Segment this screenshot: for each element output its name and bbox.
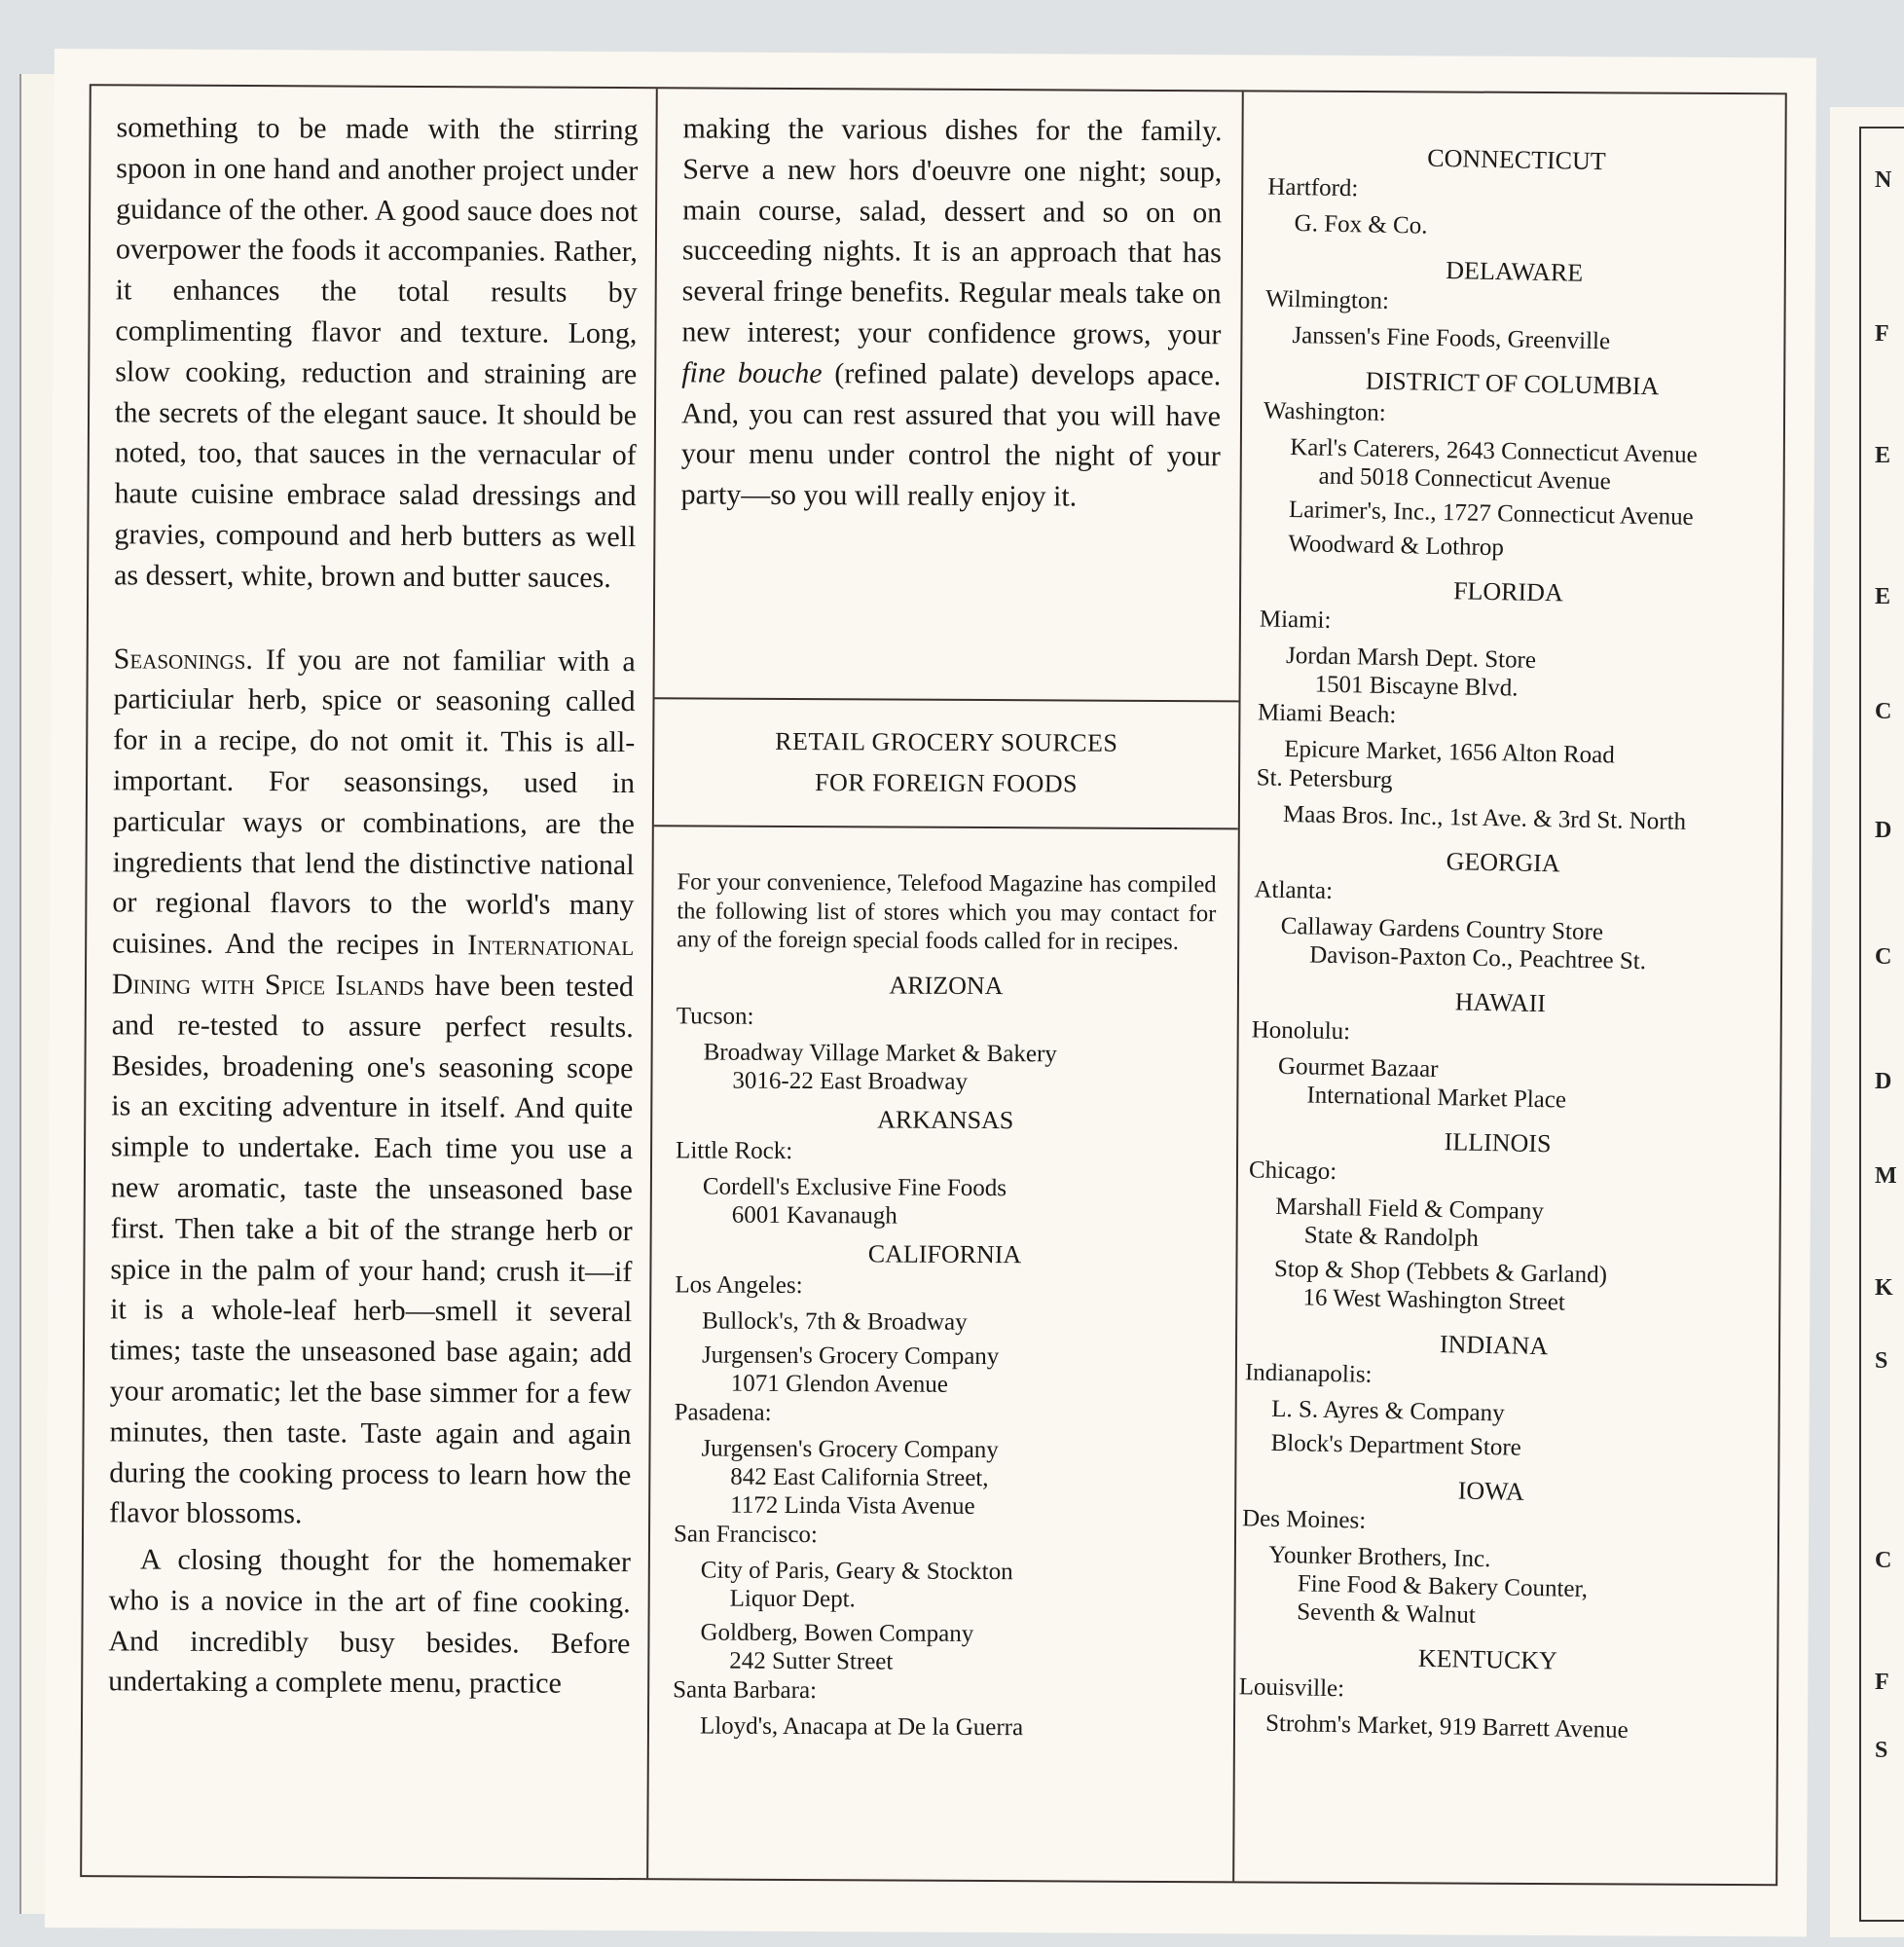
right-column: [1234, 92, 1785, 1884]
seasonings-text-a: If you are not familiar with a particiular herb, spice or seasoning called for in a recipe, do not omit it. This is all-important. For seasonsings, used in particular ways or combinations, are the ingredients that lend the distinctive national or regional flavors to the world's many cuisines. And the recipes in: [112, 643, 636, 962]
store-address: 242 Sutter Street: [729, 1647, 894, 1675]
state-heading: CALIFORNIA: [867, 1238, 1022, 1268]
state-section: [1261, 362, 1761, 567]
state-heading: ILLINOIS: [1444, 1127, 1552, 1158]
state-heading: INDIANA: [1439, 1330, 1549, 1361]
store-address: 3016-22 East Broadway: [732, 1067, 969, 1095]
store-address: Fine Food & Bakery Counter,: [1297, 1570, 1589, 1603]
practice-paragraph: [680, 108, 1222, 518]
city-label: Los Angeles:: [675, 1270, 803, 1299]
section-header-box: [654, 697, 1239, 829]
state-section: [673, 1236, 1215, 1743]
store-name: Jurgensen's Grocery Company: [701, 1341, 1000, 1370]
store-address: and 5018 Connecticut Avenue: [1318, 462, 1612, 496]
store-name: Strohm's Market, 919 Barrett Avenue: [1264, 1709, 1629, 1744]
store-name: Jordan Marsh Dept. Store: [1285, 642, 1537, 674]
state-heading: ARIZONA: [889, 971, 1004, 1000]
state-section: [1238, 1638, 1737, 1746]
fine-bouche-italic: fine bouche: [681, 356, 823, 389]
store-address: 16 West Washington Street: [1302, 1284, 1566, 1316]
city-label: Chicago:: [1248, 1157, 1337, 1186]
seasonings-heading: Seasonings.: [113, 642, 254, 676]
store-address: 1501 Biscayne Blvd.: [1314, 671, 1519, 702]
seasonings-text-b: have been tested and re-tested to assure perfect results. Besides, broadening one's seasoning scope is an exciting adventure in itself. And quite simple to undertake. Each time you use a new aromatic, taste the unseasoned base first. Then take a bit of the strange herb or spice in the palm of your hand; crush it—if it is a whole-leaf herb—smell it several times; taste the unseasoned base again; add your aromatic; let the base simmer for a few minutes, then taste. Taste again and again during the cooking process to learn how the flavor blossoms.: [109, 969, 635, 1530]
left-column: [82, 86, 658, 1878]
city-label: Washington:: [1263, 397, 1386, 426]
city-label: Miami:: [1259, 606, 1332, 634]
store-address: Davison-Paxton Co., Peachtree St.: [1308, 941, 1647, 975]
state-section: [1250, 981, 1748, 1118]
state-heading: IOWA: [1457, 1476, 1524, 1506]
seasonings-paragraph: [109, 639, 636, 1536]
store-name: Block's Department Store: [1270, 1429, 1522, 1461]
state-section: [1243, 1324, 1742, 1466]
state-section: [1240, 1470, 1739, 1635]
edge-letter: S: [1875, 1348, 1888, 1374]
edge-letter: E: [1875, 443, 1891, 468]
store-name: Jurgensen's Grocery Company: [701, 1434, 999, 1463]
store-name: Woodward & Lothrop: [1288, 530, 1505, 562]
store-name: Cordell's Exclusive Fine Foods: [702, 1173, 1007, 1201]
store-address: 842 East California Street,: [730, 1463, 989, 1491]
city-label: Little Rock:: [676, 1136, 793, 1164]
edge-letter: N: [1875, 167, 1892, 193]
middle-column: [648, 89, 1244, 1881]
state-section: [676, 968, 1216, 1097]
listing-intro: For your convenience, Telefood Magazine has compiled the following list of stores which you may contact for any of the foreign special foods called for in recipes.: [677, 868, 1217, 956]
store-name: Gourmet Bazaar: [1277, 1052, 1439, 1084]
state-section: [1246, 1121, 1746, 1320]
state-heading: HAWAII: [1454, 987, 1547, 1018]
state-heading: DELAWARE: [1446, 256, 1584, 287]
city-label: Louisville:: [1238, 1673, 1345, 1703]
edge-letter: C: [1875, 699, 1892, 724]
edge-letter: K: [1875, 1275, 1893, 1301]
section-title-line2: FOR FOREIGN FOODS: [814, 768, 1079, 798]
edge-letter: F: [1875, 321, 1889, 347]
edge-letter: F: [1875, 1670, 1889, 1695]
middle-column-text: [655, 89, 1241, 518]
store-name: G. Fox & Co.: [1294, 210, 1428, 239]
store-address: 6001 Kavanaugh: [731, 1201, 897, 1230]
booklet-page: [45, 49, 1816, 1936]
city-label: San Francisco:: [673, 1520, 818, 1548]
edge-letter: E: [1875, 584, 1891, 609]
section-title-line1: RETAIL GROCERY SOURCES: [775, 726, 1118, 757]
store-name: Maas Bros. Inc., 1st Ave. & 3rd St. North: [1282, 800, 1687, 835]
store-name: Younker Brothers, Inc.: [1268, 1541, 1491, 1573]
city-label: Pasadena:: [674, 1398, 772, 1426]
store-listing-right: [1238, 126, 1766, 1746]
edge-letter: C: [1875, 1548, 1892, 1573]
next-page: [1830, 107, 1904, 1937]
store-address: 1071 Glendon Avenue: [730, 1370, 949, 1398]
store-name: Bullock's, 7th & Broadway: [702, 1307, 968, 1336]
state-section: [1266, 139, 1765, 247]
city-label: St. Petersburg: [1256, 764, 1393, 794]
edge-letter: S: [1875, 1738, 1888, 1763]
city-label: Des Moines:: [1241, 1505, 1367, 1534]
store-name: L. S. Ayres & Company: [1271, 1395, 1505, 1427]
page-frame: [80, 84, 1787, 1886]
practice-text-a: making the various dishes for the family. Serve a new hors d'oeuvre one night; soup, main course, salad, dessert and so on on succeeding nights. It is an approach that has several fringe benefits. Regular meals take on new interest; your confidence grows, your: [681, 112, 1223, 351]
store-name: Larimer's, Inc., 1727 Connecticut Avenue: [1288, 496, 1694, 531]
store-address: State & Randolph: [1303, 1222, 1480, 1252]
store-name: Karl's Caterers, 2643 Connecticut Avenue: [1289, 434, 1698, 469]
state-section: [1253, 841, 1751, 977]
city-label: Santa Barbara:: [673, 1675, 818, 1704]
edge-letter: M: [1875, 1163, 1897, 1189]
store-listing-middle: [673, 867, 1217, 1742]
edge-letter: C: [1875, 944, 1892, 970]
book-title: International Dining with Spice Islands: [111, 929, 635, 1002]
store-name: Lloyd's, Anacapa at De la Guerra: [699, 1711, 1024, 1741]
city-label: Indianapolis:: [1244, 1359, 1373, 1388]
edge-letter: D: [1875, 1069, 1892, 1094]
city-label: Miami Beach:: [1257, 699, 1397, 729]
state-heading: FLORIDA: [1452, 576, 1564, 607]
store-address: 1172 Linda Vista Avenue: [730, 1491, 975, 1520]
city-label: Wilmington:: [1264, 285, 1390, 314]
state-heading: DISTRICT OF COLUMBIA: [1365, 366, 1660, 401]
state-heading: CONNECTICUT: [1426, 143, 1606, 176]
store-name: Epicure Market, 1656 Alton Road: [1284, 735, 1616, 769]
store-name: Broadway Village Market & Bakery: [703, 1039, 1057, 1067]
state-heading: ARKANSAS: [877, 1104, 1014, 1134]
city-label: Tucson:: [676, 1002, 754, 1030]
store-address: Seventh & Walnut: [1297, 1598, 1477, 1629]
store-name: Marshall Field & Company: [1275, 1193, 1545, 1226]
state-section: [676, 1102, 1216, 1231]
store-address: International Market Place: [1306, 1082, 1567, 1114]
city-label: Honolulu:: [1251, 1016, 1351, 1046]
store-name: Callaway Gardens Country Store: [1280, 912, 1604, 946]
city-label: Hartford:: [1267, 173, 1359, 202]
state-section: [1256, 570, 1757, 837]
store-name: City of Paris, Geary & Stockton: [700, 1556, 1013, 1585]
left-column-text: [83, 86, 656, 1705]
store-name: Janssen's Fine Foods, Greenville: [1292, 322, 1611, 355]
state-section: [1264, 251, 1763, 359]
closing-paragraph: A closing thought for the homemaker who is a novice in the art of fine cooking. And incredibly busy besides. Before undertaking a complete menu, practice: [108, 1543, 631, 1701]
practice-text-b: (refined palate) develops apace. And, you can rest assured that you will have your menu under control the night of your party—so you will really enjoy it.: [680, 356, 1222, 513]
state-heading: GEORGIA: [1446, 847, 1560, 878]
store-name: Stop & Shop (Tebbets & Garland): [1273, 1255, 1608, 1289]
city-label: Atlanta:: [1254, 876, 1334, 904]
store-address: Liquor Dept.: [729, 1585, 856, 1612]
state-heading: KENTUCKY: [1417, 1643, 1558, 1675]
sauce-paragraph: something to be made with the stirring spoon in one hand and another project under guidance of the other. A good sauce does not overpower the foods it accompanies. Rather, it enhances the total results by complimenting flavor and texture. Long, slow cooking, reduction and straining are the secrets of the elegant sauce. It should be noted, too, that sauces in the vernacular of haute cuisine embrace salad dressings and gravies, compound and herb butters as well as dessert, white, brown and butter sauces.: [114, 111, 639, 594]
edge-letter: D: [1875, 818, 1892, 843]
store-name: Goldberg, Bowen Company: [700, 1618, 974, 1647]
next-page-frame: [1859, 127, 1904, 1922]
